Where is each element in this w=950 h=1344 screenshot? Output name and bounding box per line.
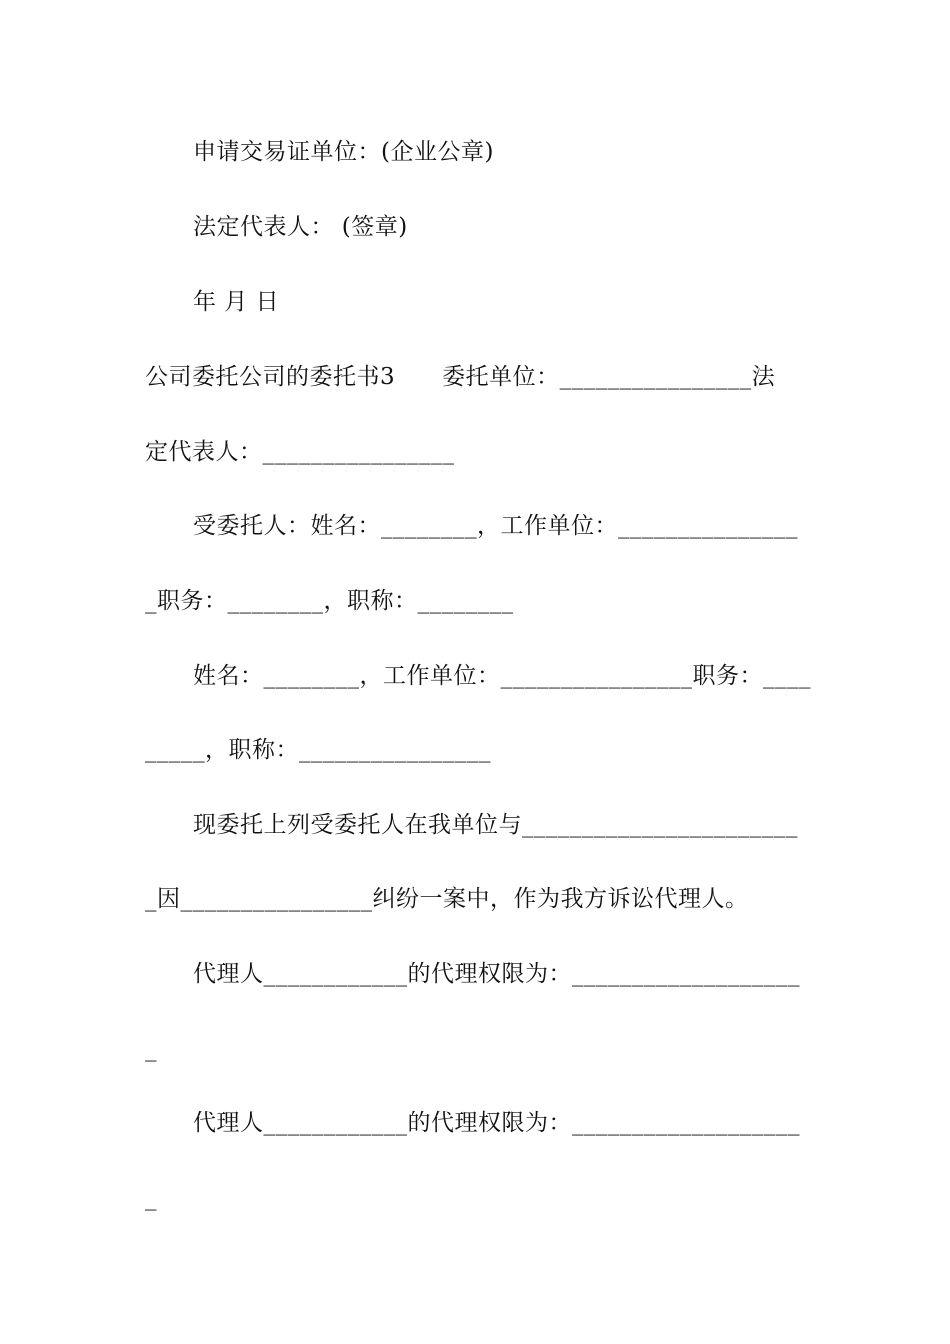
date-line: 年 月 日 xyxy=(193,289,280,315)
agent-name-line: 受委托人：姓名：________，工作单位：_______________ xyxy=(193,513,798,539)
agent-authority-continuation-1: _ xyxy=(145,1036,157,1062)
agent-authority-line-2: 代理人____________的代理权限为：___________________ xyxy=(193,1110,800,1136)
dispute-line: _因________________纠纷一案中，作为我方诉讼代理人。 xyxy=(145,886,749,912)
legal-rep-line: 定代表人：________________ xyxy=(145,439,455,465)
commission-statement-line: 现委托上列受委托人在我单位与_______________________ xyxy=(193,812,798,838)
heading-commission-line: 公司委托公司的委托书3 委托单位：________________法 xyxy=(145,364,776,390)
agent-authority-line-1: 代理人____________的代理权限为：___________________ xyxy=(193,961,800,987)
second-agent-title-line: _____，职称：________________ xyxy=(145,737,491,763)
second-agent-line: 姓名：________，工作单位：________________职务：____ xyxy=(193,663,811,689)
legal-rep-signature-line: 法定代表人： (签章) xyxy=(193,214,408,240)
applicant-unit-line: 申请交易证单位：(企业公章) xyxy=(193,139,494,165)
agent-position-line: _职务：________，职称：________ xyxy=(145,588,514,614)
agent-authority-continuation-2: _ xyxy=(145,1185,157,1211)
